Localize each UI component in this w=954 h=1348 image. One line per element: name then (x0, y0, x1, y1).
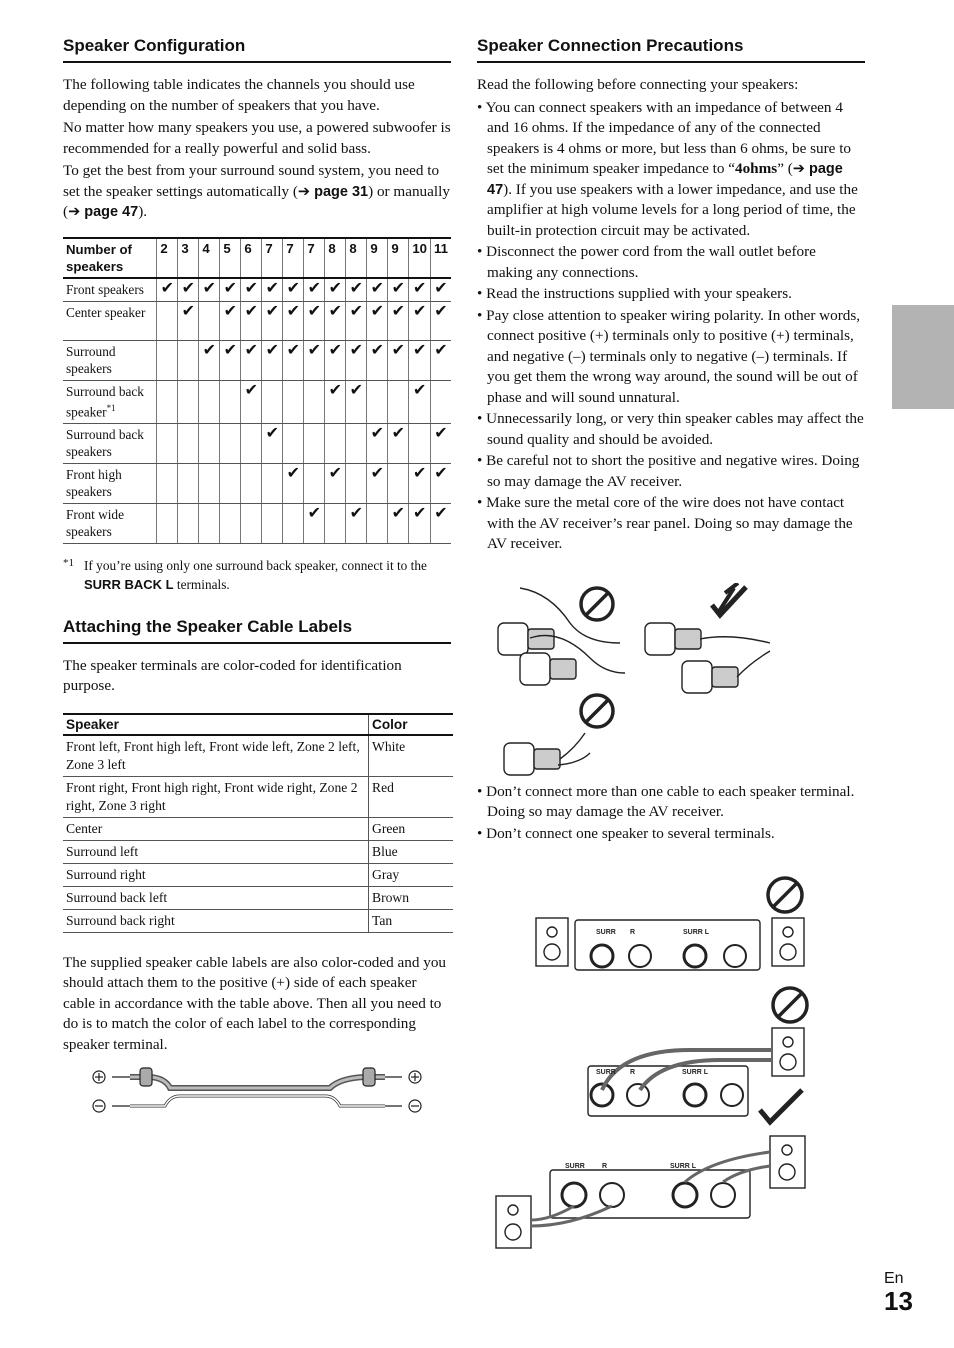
empty-cell (325, 503, 346, 543)
check-mark: ✔ (346, 278, 367, 302)
page-ref-47[interactable]: ➔ page 47 (68, 204, 139, 220)
speaker-cell: Front left, Front high left, Front wide left, Zone 2 left, Zone 3 left (63, 735, 369, 777)
side-tab (892, 305, 954, 409)
table-row (63, 735, 453, 777)
check-mark: ✔ (409, 301, 431, 340)
footnote: *1 If you’re using only one surround back speaker, connect it to the SURR BACK L terminals. (63, 556, 427, 592)
empty-cell (304, 463, 325, 503)
table-row (63, 278, 451, 302)
empty-cell (241, 423, 262, 463)
terminal-label-r-1: R (630, 929, 636, 936)
empty-cell (178, 503, 199, 543)
table-row (63, 463, 451, 503)
speaker-count-col-5: 7 (262, 238, 283, 278)
table-row (63, 817, 453, 840)
speaker-col-header: Speaker (63, 714, 369, 735)
check-mark: ✔ (431, 340, 452, 380)
empty-cell (283, 503, 304, 543)
check-mark: ✔ (409, 380, 431, 423)
speaker-count-col-7: 7 (304, 238, 325, 278)
speaker-count-col-2: 4 (199, 238, 220, 278)
check-mark: ✔ (388, 301, 409, 340)
check-mark: ✔ (409, 463, 431, 503)
check-mark: ✔ (431, 463, 452, 503)
connection-warnings-list (477, 782, 865, 845)
speaker-cell: Surround back right (63, 909, 369, 932)
row-label: Center speaker (63, 301, 157, 340)
empty-cell (283, 380, 304, 423)
check-mark: ✔ (346, 503, 367, 543)
speaker-configuration-heading: Speaker Configuration (63, 36, 451, 63)
list-item: • You can connect speakers with an impedance of between 4 and 16 ohms. If the impedance of any of the connected speakers is 4 ohms or more, but less than 6 ohms, be sure to set the minimum speaker impedance to “4ohms” (➔ page 47). If you use speakers with a lower impedance, and use the amplifier at high volume levels for a long period of time, the built-in protection circuit may be activated. (477, 98, 858, 239)
speaker-count-col-9: 8 (346, 238, 367, 278)
table-row (63, 423, 451, 463)
list-item: • Don’t connect one speaker to several terminals. (477, 824, 775, 842)
check-mark: ✔ (304, 503, 325, 543)
check-mark: ✔ (367, 423, 388, 463)
precautions-intro: Read the following before connecting your speakers: (477, 76, 799, 93)
terminal-label-surr-1: SURR (596, 929, 616, 936)
empty-cell (346, 463, 367, 503)
row-label: Surround back speakers (63, 423, 157, 463)
empty-cell (157, 301, 178, 340)
color-col-header: Color (369, 714, 454, 735)
empty-cell (325, 423, 346, 463)
list-item: • Disconnect the power cord from the wall outlet before making any connections. (477, 243, 816, 281)
check-mark: ✔ (367, 340, 388, 380)
empty-cell (388, 380, 409, 423)
speaker-count-col-1: 3 (178, 238, 199, 278)
color-table (63, 713, 453, 933)
check-mark: ✔ (388, 278, 409, 302)
empty-cell (283, 423, 304, 463)
list-item: • Make sure the metal core of the wire does not have contact with the AV receiver’s rear panel. Doing so may damage the AV receiver. (477, 494, 853, 552)
precautions-list (477, 98, 865, 242)
empty-cell (262, 503, 283, 543)
check-mark: ✔ (388, 423, 409, 463)
check-mark: ✔ (220, 340, 241, 380)
table-row (63, 340, 451, 380)
check-mark: ✔ (304, 278, 325, 302)
speaker-count-col-13: 11 (431, 238, 452, 278)
speaker-configuration-table (63, 237, 451, 544)
empty-cell (409, 423, 431, 463)
empty-cell (199, 423, 220, 463)
check-mark: ✔ (178, 301, 199, 340)
empty-cell (431, 380, 452, 423)
check-mark: ✔ (409, 278, 431, 302)
speaker-cell: Front right, Front high right, Front wide right, Zone 2 right, Zone 3 right (63, 776, 369, 817)
check-mark: ✔ (325, 463, 346, 503)
check-mark: ✔ (283, 301, 304, 340)
color-cell: Tan (369, 909, 454, 932)
check-mark: ✔ (346, 340, 367, 380)
check-mark: ✔ (431, 301, 452, 340)
empty-cell (367, 380, 388, 423)
check-mark: ✔ (388, 503, 409, 543)
terminal-label-surr-2: SURR (596, 1069, 616, 1076)
check-mark: ✔ (283, 278, 304, 302)
empty-cell (199, 503, 220, 543)
check-mark: ✔ (304, 340, 325, 380)
list-item: • Pay close attention to speaker wiring polarity. In other words, connect positive (+) terminals only to positive (+) terminals, and negative (–) terminals only to negative (–) terminals. If you get them the wrong way around, the sound will be out of phase and will sound unnatural. (477, 306, 861, 406)
table-row (63, 301, 451, 340)
check-mark: ✔ (325, 340, 346, 380)
speaker-count-col-6: 7 (283, 238, 304, 278)
empty-cell (220, 463, 241, 503)
precautions-heading: Speaker Connection Precautions (477, 36, 865, 63)
empty-cell (367, 503, 388, 543)
check-mark: ✔ (241, 380, 262, 423)
terminal-label-surr-l-2: SURR L (682, 1069, 709, 1076)
empty-cell (304, 380, 325, 423)
terminal-label-r-2: R (630, 1069, 636, 1076)
empty-cell (199, 463, 220, 503)
page-number-value: 13 (884, 1286, 913, 1316)
table-row (63, 909, 453, 932)
color-cell: White (369, 735, 454, 777)
empty-cell (262, 380, 283, 423)
terminal-label-surr-3: SURR (565, 1163, 585, 1170)
page-ref-31[interactable]: ➔ page 31 (297, 183, 369, 200)
check-mark: ✔ (409, 340, 431, 380)
row-label: Surround speakers (63, 340, 157, 380)
check-mark: ✔ (431, 503, 452, 543)
color-cell: Brown (369, 886, 454, 909)
empty-cell (199, 380, 220, 423)
speaker-count-col-3: 5 (220, 238, 241, 278)
speaker-cell: Surround right (63, 863, 369, 886)
check-mark: ✔ (241, 301, 262, 340)
config-paragraph-2: No matter how many speakers you use, a powered subwoofer is recommended for a really powerful and solid bass. (63, 119, 451, 157)
empty-cell (178, 463, 199, 503)
speaker-count-col-12: 10 (409, 238, 431, 278)
table-row (63, 503, 451, 543)
check-mark: ✔ (325, 278, 346, 302)
check-mark: ✔ (409, 503, 431, 543)
color-cell: Gray (369, 863, 454, 886)
page-number (884, 1270, 913, 1314)
empty-cell (157, 423, 178, 463)
table-row (63, 840, 453, 863)
check-mark: ✔ (367, 301, 388, 340)
check-mark: ✔ (241, 340, 262, 380)
number-of-speakers-header: Number of speakers (63, 238, 157, 278)
precautions-list-continued (477, 242, 865, 555)
empty-cell (178, 423, 199, 463)
left-column (63, 36, 451, 1057)
check-mark: ✔ (325, 380, 346, 423)
check-mark: ✔ (220, 278, 241, 302)
list-item: • Be careful not to short the positive and negative wires. Doing so may damage the AV receiver. (477, 452, 860, 490)
labels-paragraph-2: The supplied speaker cable labels are also color-coded and you should attach them to the positive (+) side of each speaker cable in accordance with the table above. Then all you need to do is to match the color of each label to the corresponding speaker terminal. (63, 953, 447, 1053)
empty-cell (241, 503, 262, 543)
speaker-count-col-0: 2 (157, 238, 178, 278)
check-mark: ✔ (431, 423, 452, 463)
terminal-label-surr-l-1: SURR L (683, 929, 710, 936)
table-row (63, 863, 453, 886)
cable-labels-heading: Attaching the Speaker Cable Labels (63, 617, 451, 644)
table-row (63, 380, 451, 423)
empty-cell (304, 423, 325, 463)
check-mark: ✔ (388, 340, 409, 380)
empty-cell (241, 463, 262, 503)
empty-cell (157, 380, 178, 423)
page-ref-47-right[interactable]: ➔ page 47 (487, 161, 843, 198)
list-item: • Read the instructions supplied with your speakers. (477, 285, 792, 302)
row-label: Front high speakers (63, 463, 157, 503)
color-cell: Green (369, 817, 454, 840)
empty-cell (199, 301, 220, 340)
empty-cell (220, 380, 241, 423)
speaker-count-col-4: 6 (241, 238, 262, 278)
empty-cell (157, 503, 178, 543)
check-mark: ✔ (220, 301, 241, 340)
check-mark: ✔ (346, 301, 367, 340)
check-mark: ✔ (304, 301, 325, 340)
check-mark: ✔ (325, 301, 346, 340)
empty-cell (157, 340, 178, 380)
check-mark: ✔ (199, 278, 220, 302)
wire-polarity-illustration (490, 583, 790, 783)
row-label: Surround back speaker$^{*1}$ (63, 380, 157, 423)
check-mark: ✔ (262, 423, 283, 463)
color-cell: Blue (369, 840, 454, 863)
check-mark: ✔ (283, 340, 304, 380)
speaker-count-col-11: 9 (388, 238, 409, 278)
language-label: En (884, 1270, 904, 1287)
check-mark: ✔ (431, 278, 452, 302)
table-row (63, 776, 453, 817)
empty-cell (388, 463, 409, 503)
empty-cell (220, 423, 241, 463)
color-cell: Red (369, 776, 454, 817)
check-mark: ✔ (241, 278, 262, 302)
empty-cell (157, 463, 178, 503)
check-mark: ✔ (367, 278, 388, 302)
empty-cell (178, 380, 199, 423)
speaker-cell: Surround back left (63, 886, 369, 909)
check-mark: ✔ (367, 463, 388, 503)
empty-cell (178, 340, 199, 380)
row-label: Front wide speakers (63, 503, 157, 543)
check-mark: ✔ (283, 463, 304, 503)
labels-paragraph-1: The speaker terminals are color-coded for identification purpose. (63, 656, 402, 695)
check-mark: ✔ (178, 278, 199, 302)
empty-cell (262, 463, 283, 503)
speaker-count-col-10: 9 (367, 238, 388, 278)
list-item: • Don’t connect more than one cable to each speaker terminal. Doing so may damage the AV receiver. (477, 782, 855, 820)
config-paragraph-3: To get the best from your surround sound system, you need to set the speaker settings automatically (➔ page 31) or manually (➔ page 47). (63, 162, 450, 220)
table-row (63, 886, 453, 909)
terminal-label-r-3: R (602, 1163, 608, 1170)
check-mark: ✔ (262, 301, 283, 340)
check-mark: ✔ (157, 278, 178, 302)
config-paragraph-1: The following table indicates the channels you should use depending on the number of speakers that you have. (63, 76, 415, 114)
speaker-count-col-8: 8 (325, 238, 346, 278)
speaker-cable-illustration (90, 1058, 430, 1118)
terminal-connection-illustration (490, 870, 820, 1255)
speaker-cell: Center (63, 817, 369, 840)
check-mark: ✔ (346, 380, 367, 423)
speaker-cell: Surround left (63, 840, 369, 863)
terminal-label-surr-l-3: SURR L (670, 1163, 697, 1170)
check-mark: ✔ (262, 340, 283, 380)
empty-cell (346, 423, 367, 463)
empty-cell (220, 503, 241, 543)
list-item: • Unnecessarily long, or very thin speaker cables may affect the sound quality and should be avoided. (477, 410, 864, 448)
row-label: Front speakers (63, 278, 157, 302)
check-mark: ✔ (262, 278, 283, 302)
check-mark: ✔ (199, 340, 220, 380)
